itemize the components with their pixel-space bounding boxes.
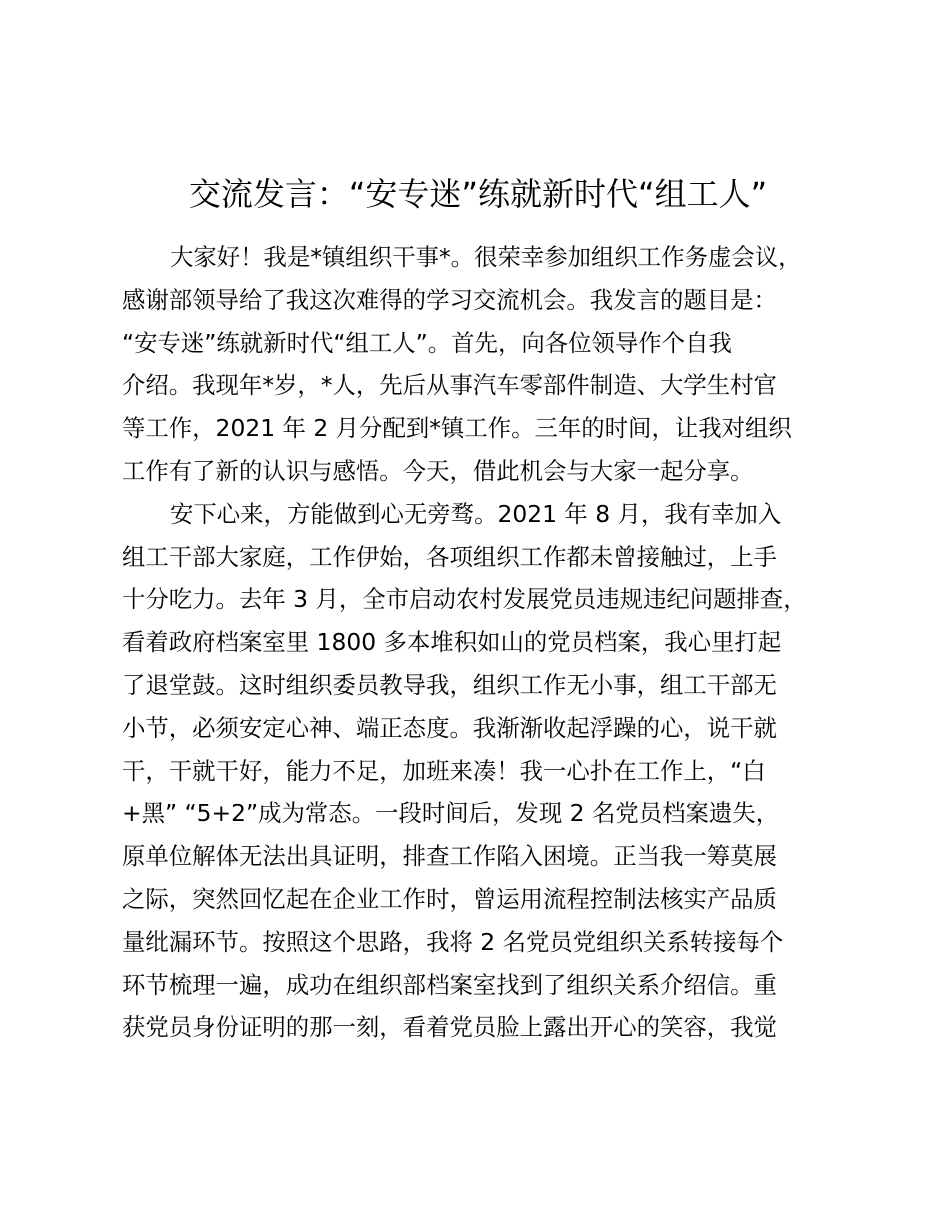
document-body: [122, 236, 834, 1049]
text-line: 十分吃力。去年 3 月，全市启动农村发展党员违规违纪问题排查，: [122, 585, 807, 614]
text-line: 了退堂鼓。这时组织委员教导我，组织工作无小事，组工干部无: [122, 670, 777, 699]
text-line: 环节梳理一遍，成功在组织部档案室找到了组织关系介绍信。重: [122, 970, 777, 999]
text-line: 量纰漏环节。按照这个思路，我将 2 名党员党组织关系转接每个: [122, 927, 784, 956]
text-line: 组工干部大家庭，工作伊始，各项组织工作都未曾接触过，上手: [122, 542, 777, 571]
text-line: 之际，突然回忆起在企业工作时，曾运用流程控制法核实产品质: [122, 884, 777, 913]
text-line: 感谢部领导给了我这次难得的学习交流机会。我发言的题目是：: [122, 285, 777, 314]
text-line: 干，干就干好，能力不足，加班来凑！我一心扑在工作上，“白: [122, 756, 766, 785]
text-line: “安专迷”练就新时代“组工人”。首先，向各位领导作个自我: [122, 328, 732, 357]
text-line: 工作有了新的认识与感悟。今天，借此机会与大家一起分享。: [122, 456, 754, 485]
document-title: 交流发言：“安专迷”练就新时代“组工人”: [188, 175, 768, 213]
text-line: 大家好！我是*镇组织干事*。很荣幸参加组织工作务虚会议，: [170, 243, 802, 271]
text-line: 介绍。我现年*岁，*人，先后从事汽车零部件制造、大学生村官: [122, 371, 777, 400]
text-line: 看着政府档案室里 1800 多本堆积如山的党员档案，我心里打起: [122, 628, 782, 657]
text-line: +黑” “5+2”成为常态。一段时间后，发现 2 名党员档案遗失，: [122, 799, 780, 828]
text-line: 等工作，2021 年 2 月分配到*镇工作。三年的时间，让我对组织: [122, 414, 792, 443]
text-line: 小节，必须安定心神、端正态度。我渐渐收起浮躁的心，说干就: [122, 713, 777, 742]
text-line: 原单位解体无法出具证明，排查工作陷入困境。正当我一筹莫展: [122, 842, 777, 871]
text-line: 安下心来，方能做到心无旁骛。2021 年 8 月，我有幸加入: [170, 499, 782, 528]
text-line: 获党员身份证明的那一刻，看着党员脸上露出开心的笑容，我觉: [122, 1013, 777, 1042]
